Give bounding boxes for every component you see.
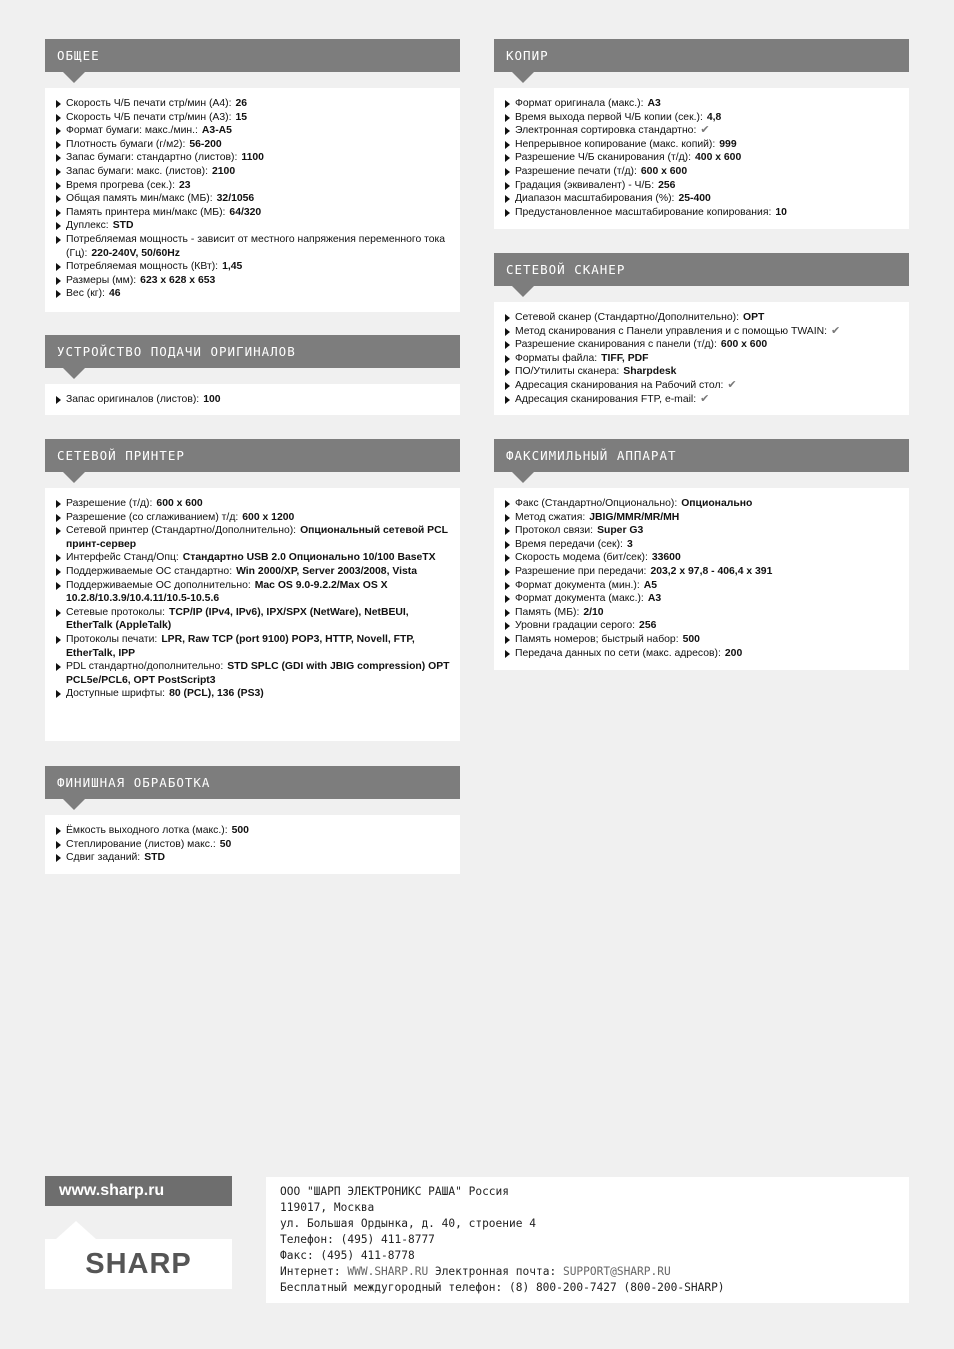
section-body: [45, 384, 460, 415]
spec-value: 220-240V, 50/60Hz: [91, 247, 180, 259]
bullet-arrow-icon: [56, 827, 61, 835]
section-printer: [45, 439, 460, 741]
section-header: [494, 439, 909, 472]
header-notch: [63, 368, 85, 379]
spec-label: Скорость Ч/Б печати стр/мин (А3):: [66, 111, 232, 123]
bullet-arrow-icon: [505, 650, 510, 658]
bullet-arrow-icon: [505, 355, 510, 363]
section-title: СЕТЕВОЙ ПРИНТЕР: [57, 448, 185, 463]
bullet-arrow-icon: [56, 222, 61, 230]
spec-value: 600 x 600: [720, 339, 768, 351]
checkmark-icon: ✔: [830, 324, 841, 337]
section-feeder: [45, 335, 460, 415]
spec-label: Предустановленное масштабирование копирования:: [515, 206, 772, 218]
section-body: [494, 488, 909, 670]
company-name: ООО "ШАРП ЭЛЕКТРОНИКС РАША" Россия: [280, 1185, 510, 1198]
spec-label: Форматы файла:: [515, 352, 598, 364]
spec-item: [505, 647, 899, 661]
spec-item: [505, 606, 899, 620]
free-phone: Бесплатный междугородный телефон: (8) 800-200-7427 (800-200-SHARP): [280, 1281, 725, 1294]
spec-value: 256: [658, 179, 676, 191]
section-body: [45, 815, 460, 874]
section-fax: [494, 439, 909, 670]
spec-value: TCP/IP (IPv4, IPv6), IPX/SPX (NetWare), NetBEUI, EtherTalk (AppleTalk): [66, 606, 409, 632]
spec-item: [56, 138, 450, 152]
spec-item: [56, 151, 450, 165]
bullet-arrow-icon: [505, 182, 510, 190]
spec-item: [56, 551, 450, 565]
bullet-arrow-icon: [505, 500, 510, 508]
spec-item: [505, 511, 899, 525]
spec-label: Вес (кг):: [66, 288, 105, 300]
fax: Факс: (495) 411-8778: [280, 1249, 415, 1262]
bullet-arrow-icon: [56, 182, 61, 190]
bullet-arrow-icon: [505, 314, 510, 322]
spec-value: TIFF, PDF: [601, 352, 649, 364]
spec-value: Mac OS 9.0-9.2.2/Max OS X 10.2.8/10.3.9/10.4.11/10.5-10.5.6: [66, 579, 388, 605]
bullet-arrow-icon: [505, 195, 510, 203]
spec-item: [505, 524, 899, 538]
spec-item: [56, 206, 450, 220]
bullet-arrow-icon: [505, 141, 510, 149]
bullet-arrow-icon: [505, 514, 510, 522]
spec-value: 999: [719, 138, 737, 150]
spec-label: Сетевой сканер (Стандартно/Дополнительно):: [515, 312, 739, 323]
bullet-arrow-icon: [56, 209, 61, 217]
spec-label: Степлирование (листов) макс.:: [66, 838, 216, 850]
bullet-arrow-icon: [56, 841, 61, 849]
header-notch: [63, 472, 85, 483]
spec-value: 2100: [212, 165, 236, 177]
bullet-arrow-icon: [56, 396, 61, 404]
spec-value: 15: [235, 111, 248, 123]
spec-value: 2/10: [583, 606, 604, 618]
bullet-arrow-icon: [505, 568, 510, 576]
spec-value: 3: [626, 538, 633, 550]
spec-list: [56, 824, 450, 865]
spec-value: JBIG/MMR/MR/MH: [589, 511, 680, 523]
bullet-arrow-icon: [505, 622, 510, 630]
spec-value: 500: [682, 633, 700, 645]
bullet-arrow-icon: [56, 141, 61, 149]
spec-label: Запас оригиналов (листов):: [66, 394, 200, 405]
email-label: Электронная почта:: [434, 1265, 557, 1278]
spec-item: [56, 124, 450, 138]
bullet-arrow-icon: [56, 854, 61, 862]
bullet-arrow-icon: [505, 396, 510, 404]
spec-label: PDL стандартно/дополнительно:: [66, 661, 224, 673]
spec-item: [56, 165, 450, 179]
spec-value: А3: [647, 98, 661, 109]
bullet-arrow-icon: [56, 277, 61, 285]
spec-label: Формат оригинала (макс.):: [515, 98, 644, 109]
spec-value: 623 x 628 x 653: [140, 274, 216, 286]
section-title: УСТРОЙСТВО ПОДАЧИ ОРИГИНАЛОВ: [57, 344, 296, 359]
spec-value: STD: [112, 220, 134, 232]
spec-item: [56, 97, 450, 111]
spec-value: 80 (PCL), 136 (PS3): [169, 688, 264, 700]
spec-item: [56, 219, 450, 233]
sharp-logo: [45, 1239, 232, 1289]
spec-list: [505, 311, 899, 406]
spec-label: Диапазон масштабирования (%):: [515, 193, 675, 205]
spec-label: Скорость модема (бит/сек):: [515, 552, 648, 564]
bullet-arrow-icon: [56, 236, 61, 244]
bullet-arrow-icon: [505, 341, 510, 349]
spec-label: Разрешение сканирования с панели (т/д):: [515, 339, 717, 351]
section-header: [494, 253, 909, 286]
spec-item: [505, 551, 899, 565]
internet-label: Интернет:: [280, 1265, 341, 1278]
section-title: СЕТЕВОЙ СКАНЕР: [506, 262, 626, 277]
spec-value: 64/320: [229, 206, 262, 218]
spec-value: 100: [203, 394, 221, 405]
spec-item: [505, 325, 899, 339]
spec-label: Память (МБ):: [515, 606, 580, 618]
spec-value: STD: [144, 852, 165, 864]
bullet-arrow-icon: [56, 582, 61, 590]
bullet-arrow-icon: [56, 100, 61, 108]
spec-item: [56, 579, 450, 606]
spec-item: [505, 124, 899, 138]
bullet-arrow-icon: [505, 209, 510, 217]
section-title: ОБЩЕЕ: [57, 48, 100, 63]
header-notch: [63, 799, 85, 810]
bullet-arrow-icon: [505, 168, 510, 176]
internet-link[interactable]: WWW.SHARP.RU: [347, 1265, 429, 1278]
spec-label: Потребляемая мощность - зависит от местного напряжения переменного тока (Гц):: [66, 233, 446, 259]
internet-line: [280, 1264, 895, 1280]
spec-list: [505, 97, 899, 219]
spec-label: Адресация сканирования FTP, e-mail:: [515, 393, 697, 405]
spec-value: 200: [724, 647, 743, 659]
spec-list: [56, 393, 450, 407]
bullet-arrow-icon: [505, 582, 510, 590]
spec-value: STD SPLC (GDI with JBIG compression) OPT PCL5e/PCL6, OPT PostScript3: [66, 661, 450, 686]
spec-value: Sharpdesk: [623, 366, 677, 378]
spec-item: [56, 851, 450, 865]
spec-label: Доступные шрифты:: [66, 688, 166, 700]
spec-label: Разрешение Ч/Б сканирования (т/д):: [515, 152, 692, 164]
bullet-arrow-icon: [56, 500, 61, 508]
city: 119017, Москва: [280, 1201, 375, 1214]
section-header: [494, 39, 909, 72]
spec-value: 23: [178, 179, 191, 191]
section-title: ФАКСИМИЛЬНЫЙ АППАРАТ: [506, 448, 677, 463]
spec-label: Сдвиг заданий:: [66, 852, 141, 864]
bullet-arrow-icon: [56, 263, 61, 271]
spec-item: [56, 824, 450, 838]
spec-item: [505, 206, 899, 220]
spec-value: Win 2000/XP, Server 2003/2008, Vista: [236, 565, 417, 577]
spec-item: [505, 138, 899, 152]
section-general: [45, 39, 460, 312]
bullet-arrow-icon: [56, 663, 61, 671]
spec-value: 33600: [651, 552, 681, 564]
logo-triangle: [56, 1221, 96, 1239]
section-header: [45, 766, 460, 799]
spec-label: Время прогрева (сек.):: [66, 179, 175, 191]
spec-value: 203,2 x 97,8 - 406,4 x 391: [650, 565, 773, 577]
spec-value: А5: [643, 579, 658, 591]
bullet-arrow-icon: [505, 609, 510, 617]
spec-label: Время передачи (сек):: [515, 538, 623, 550]
spec-label: Сетевой принтер (Стандартно/Дополнительно):: [66, 525, 297, 537]
header-notch: [512, 286, 534, 297]
website-link[interactable]: www.sharp.ru: [45, 1176, 232, 1206]
spec-item: [505, 111, 899, 125]
section-header: [45, 439, 460, 472]
spec-value: 4,8: [706, 111, 722, 123]
spec-value: 1,45: [222, 261, 243, 273]
spec-value: OPT: [742, 312, 765, 323]
header-notch: [63, 72, 85, 83]
spec-item: [56, 233, 450, 260]
bullet-arrow-icon: [56, 690, 61, 698]
section-body: [494, 302, 909, 415]
section-header: [45, 335, 460, 368]
spec-label: Ёмкость выходного лотка (макс.):: [66, 825, 228, 836]
spec-item: [56, 524, 450, 551]
spec-item: [505, 338, 899, 352]
spec-value: 25-400: [678, 193, 711, 205]
bullet-arrow-icon: [56, 514, 61, 522]
bullet-arrow-icon: [505, 554, 510, 562]
spec-value: А3: [647, 593, 662, 605]
bullet-arrow-icon: [56, 127, 61, 135]
spec-list: [56, 497, 450, 701]
spec-item: [56, 111, 450, 125]
spec-item: [505, 393, 899, 407]
spec-value: Стандартно USB 2.0 Опционально 10/100 BaseTX: [182, 552, 436, 564]
spec-label: Факс (Стандартно/Опционально):: [515, 498, 678, 509]
spec-item: [56, 633, 450, 660]
spec-label: Протокол связи:: [515, 525, 594, 537]
spec-label: Общая память мин/макс (МБ):: [66, 193, 213, 205]
spec-value: 1100: [241, 152, 264, 164]
section-header: [45, 39, 460, 72]
spec-value: 56-200: [189, 138, 222, 150]
spec-value: 32/1056: [216, 193, 255, 205]
bullet-arrow-icon: [505, 127, 510, 135]
spec-label: Уровни градации серого:: [515, 620, 636, 632]
spec-label: Непрерывное копирование (макс. копий):: [515, 138, 716, 150]
spec-item: [56, 393, 450, 407]
bullet-arrow-icon: [505, 527, 510, 535]
spec-item: [505, 179, 899, 193]
bullet-arrow-icon: [56, 636, 61, 644]
spec-item: [56, 497, 450, 511]
spec-value: 46: [108, 288, 121, 300]
spec-list: [56, 97, 450, 301]
bullet-arrow-icon: [505, 114, 510, 122]
spec-item: [505, 633, 899, 647]
spec-label: Память принтера мин/макс (МБ):: [66, 206, 226, 218]
spec-value: Super G3: [597, 525, 644, 537]
bullet-arrow-icon: [505, 154, 510, 162]
bullet-arrow-icon: [56, 290, 61, 298]
section-body: [45, 88, 460, 312]
spec-value: 600 x 600: [640, 165, 688, 177]
spec-item: [56, 511, 450, 525]
spec-value: 26: [235, 98, 248, 109]
section-body: [45, 488, 460, 741]
bullet-arrow-icon: [505, 595, 510, 603]
spec-item: [56, 687, 450, 701]
bullet-arrow-icon: [56, 114, 61, 122]
spec-item: [505, 151, 899, 165]
spec-label: Дуплекс:: [66, 220, 109, 232]
section-scanner: [494, 253, 909, 415]
email-link[interactable]: SUPPORT@SHARP.RU: [562, 1265, 671, 1278]
bullet-arrow-icon: [56, 527, 61, 535]
spec-value: 400 x 600: [695, 152, 742, 164]
spec-label: Поддерживаемые ОС стандартно:: [66, 565, 233, 577]
spec-item: [505, 165, 899, 179]
spec-item: [505, 97, 899, 111]
spec-label: Потребляемая мощность (КВт):: [66, 261, 219, 273]
bullet-arrow-icon: [56, 609, 61, 617]
section-title: ФИНИШНАЯ ОБРАБОТКА: [57, 775, 211, 790]
bullet-arrow-icon: [56, 154, 61, 162]
spec-value: 600 x 600: [156, 498, 203, 509]
spec-item: [505, 592, 899, 606]
section-title: КОПИР: [506, 48, 549, 63]
spec-item: [505, 311, 899, 325]
header-notch: [512, 472, 534, 483]
spec-item: [505, 579, 899, 593]
spec-value: Опционально: [681, 498, 753, 509]
bullet-arrow-icon: [56, 554, 61, 562]
spec-label: Формат бумаги: макс./мин.:: [66, 125, 198, 137]
spec-label: Память номеров; быстрый набор:: [515, 633, 679, 645]
spec-label: Плотность бумаги (г/м2):: [66, 138, 186, 150]
spec-item: [56, 565, 450, 579]
spec-label: Запас бумаги: макс. (листов):: [66, 165, 208, 177]
spec-value: 600 x 1200: [242, 511, 295, 523]
spec-value: 256: [639, 620, 657, 632]
spec-label: Адресация сканирования на Рабочий стол:: [515, 379, 724, 391]
bullet-arrow-icon: [56, 195, 61, 203]
spec-item: [505, 352, 899, 366]
spec-list: [505, 497, 899, 660]
checkmark-icon: ✔: [727, 378, 737, 391]
spec-label: Протоколы печати:: [66, 633, 158, 645]
spec-item: [505, 192, 899, 206]
spec-item: [56, 838, 450, 852]
spec-label: Метод сканирования с Панели управления и с помощью TWAIN:: [515, 325, 827, 337]
spec-label: Размеры (мм):: [66, 274, 137, 286]
spec-value: Опциональный сетевой PCL принт-сервер: [66, 525, 448, 550]
bullet-arrow-icon: [56, 568, 61, 576]
spec-label: Градация (эквивалент) - Ч/Б:: [515, 179, 655, 191]
bullet-arrow-icon: [505, 100, 510, 108]
spec-label: Разрешение (со сглаживанием) т/д:: [66, 511, 239, 523]
spec-label: Интерфейс Станд/Опц:: [66, 552, 179, 564]
spec-item: [56, 192, 450, 206]
section-body: [494, 88, 909, 229]
spec-item: [505, 565, 899, 579]
spec-item: [505, 497, 899, 511]
spec-label: Скорость Ч/Б печати стр/мин (А4):: [66, 98, 232, 109]
spec-value: LPR, Raw TCP (port 9100) POP3, HTTP, Novell, FTP, EtherTalk, IPP: [66, 633, 415, 659]
spec-item: [56, 260, 450, 274]
bullet-arrow-icon: [505, 636, 510, 644]
spec-value: 50: [219, 838, 232, 850]
spec-label: Электронная сортировка стандартно:: [515, 125, 697, 137]
spec-label: Поддерживаемые ОС дополнительно:: [66, 579, 251, 591]
spec-item: [505, 619, 899, 633]
spec-value: А3-А5: [201, 125, 232, 137]
section-finishing: [45, 766, 460, 874]
spec-item: [56, 606, 450, 633]
bullet-arrow-icon: [505, 541, 510, 549]
spec-item: [56, 660, 450, 687]
spec-item: [56, 287, 450, 301]
spec-item: [56, 274, 450, 288]
spec-label: ПО/Утилиты сканера:: [515, 366, 620, 378]
contact-block: [266, 1177, 909, 1303]
section-copier: [494, 39, 909, 229]
bullet-arrow-icon: [505, 382, 510, 390]
spec-label: Формат документа (мин.):: [515, 579, 640, 591]
bullet-arrow-icon: [505, 328, 510, 336]
spec-label: Разрешение (т/д):: [66, 498, 153, 509]
spec-value: 500: [231, 825, 249, 836]
bullet-arrow-icon: [56, 168, 61, 176]
logo-text: SHARP: [85, 1247, 192, 1280]
checkmark-icon: ✔: [700, 124, 710, 137]
header-notch: [512, 72, 534, 83]
spec-label: Сетевые протоколы:: [66, 606, 166, 618]
spec-label: Запас бумаги: стандартно (листов):: [66, 152, 238, 164]
spec-label: Передача данных по сети (макс. адресов):: [515, 647, 721, 659]
spec-item: [505, 538, 899, 552]
phone: Телефон: (495) 411-8777: [280, 1233, 435, 1246]
spec-label: Формат документа (макс.):: [515, 593, 644, 605]
spec-item: [505, 379, 899, 393]
spec-label: Метод сжатия:: [515, 511, 586, 523]
spec-item: [56, 179, 450, 193]
spec-value: 10: [775, 206, 787, 218]
spec-label: Время выхода первой Ч/Б копии (сек.):: [515, 111, 703, 123]
spec-label: Разрешение при передачи:: [515, 565, 647, 577]
street-address: ул. Большая Ордынка, д. 40, строение 4: [280, 1217, 536, 1230]
bullet-arrow-icon: [505, 368, 510, 376]
spec-label: Разрешение печати (т/д):: [515, 165, 637, 177]
spec-item: [505, 365, 899, 379]
checkmark-icon: ✔: [700, 392, 710, 405]
